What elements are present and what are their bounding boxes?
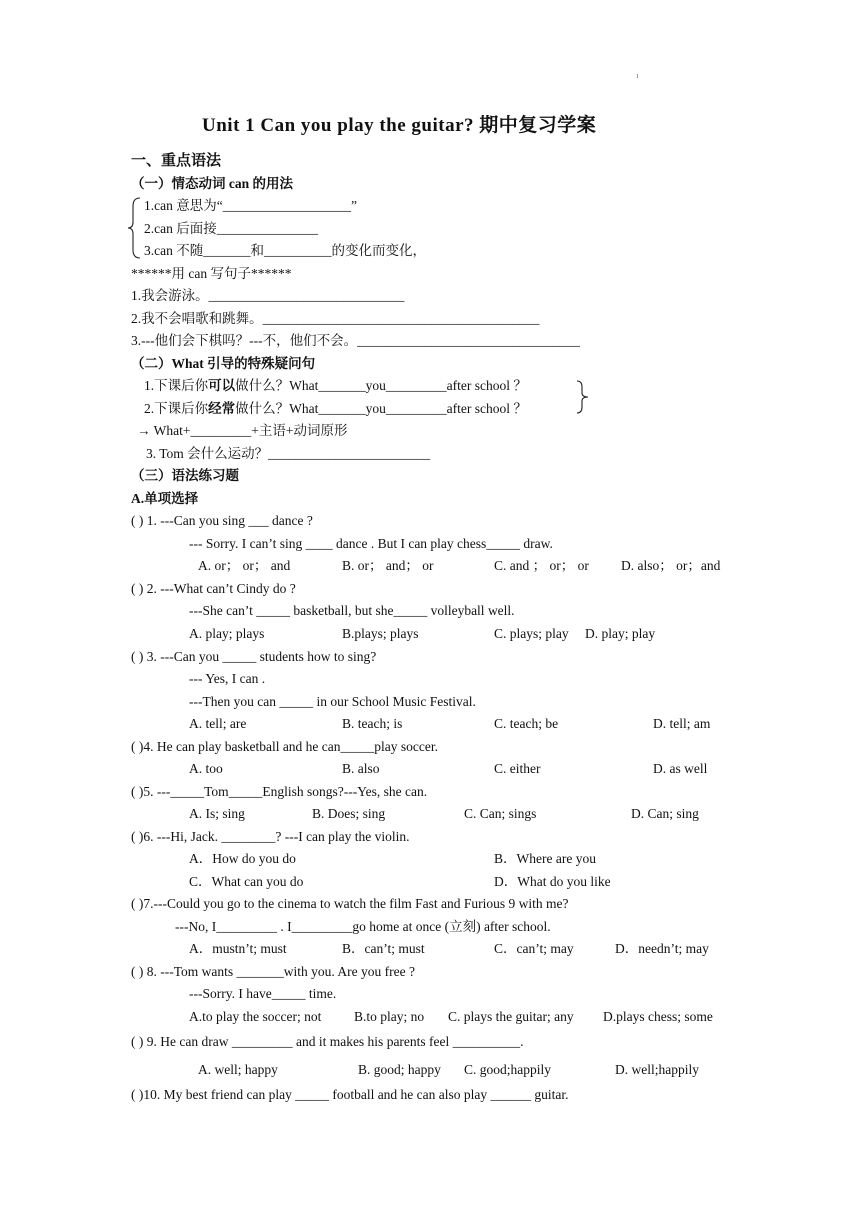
q3-option-d: D. tell; am xyxy=(653,716,711,731)
part3-heading: （三）语法练习题 xyxy=(131,468,239,483)
q1-bold: 可以 xyxy=(208,378,236,393)
q1-option-c: C. and ； or； or xyxy=(494,558,589,573)
question-8-stem: ( ) 8. ---Tom wants _______with you. Are you free ? xyxy=(131,964,415,979)
part2-heading: （二）What 引导的特殊疑问句 xyxy=(131,356,316,371)
q3-option-c: C. teach; be xyxy=(494,716,559,731)
pattern-line xyxy=(137,423,347,439)
q6-option-d: D．What do you like xyxy=(494,874,611,889)
question-2-stem: ( ) 2. ---What can’t Cindy do ? xyxy=(131,581,296,596)
can-item-3: 3.can 不随_______和__________的变化而变化， xyxy=(144,243,426,258)
question-3-line3: ---Then you can _____ in our School Music Festival. xyxy=(189,694,476,709)
arrow-icon: → xyxy=(137,423,151,438)
write-item-2: 2.我不会唱歌和跳舞。_________________________________________ xyxy=(131,311,540,326)
what-question-1 xyxy=(144,378,527,394)
q2-bold: 经常 xyxy=(208,401,236,416)
q6-option-c: C．What can you do xyxy=(189,874,304,889)
q4-option-c: C. either xyxy=(494,761,541,776)
q1-prefix: 1.下课后你 xyxy=(144,378,209,393)
q7-option-a: A．mustn’t; must xyxy=(189,941,287,956)
q9-option-c: C. good;happily xyxy=(464,1062,551,1077)
q4-option-a: A. too xyxy=(189,761,223,776)
write-item-1: 1.我会游泳。_____________________________ xyxy=(131,288,405,303)
can-item-1: 1.can 意思为“___________________” xyxy=(144,198,357,213)
part3-subheading: A.单项选择 xyxy=(131,491,199,506)
q6-option-b: B．Where are you xyxy=(494,851,596,866)
q8-option-b: B.to play; no xyxy=(354,1009,425,1024)
question-6-stem: ( )6. ---Hi, Jack. ________? ---I can play the violin. xyxy=(131,829,410,844)
pattern-text: What+_________+主语+动词原形 xyxy=(153,423,348,438)
question-5-stem: ( )5. ---_____Tom_____English songs?---Yes, she can. xyxy=(131,784,428,799)
q4-option-b: B. also xyxy=(342,761,380,776)
q2-option-b: B.plays; plays xyxy=(342,626,419,641)
question-8-line2: ---Sorry. I have_____ time. xyxy=(189,986,337,1001)
q9-option-a: A. well; happy xyxy=(198,1062,278,1077)
write-heading: ******用 can 写句子****** xyxy=(131,266,292,281)
section-heading: 一、重点语法 xyxy=(131,153,222,169)
question-1-stem: ( ) 1. ---Can you sing ___ dance ? xyxy=(131,513,313,528)
q8-option-d: D.plays chess; some xyxy=(603,1009,713,1024)
what-question-3: 3. Tom 会什么运动？________________________ xyxy=(146,446,431,461)
q2-option-a: A. play; plays xyxy=(189,626,265,641)
q8-option-a: A.to play the soccer; not xyxy=(189,1009,322,1024)
question-1-line2: --- Sorry. I can’t sing ____ dance . But I can play chess_____ draw. xyxy=(189,536,553,551)
q1-option-b: B. or； and； or xyxy=(342,558,434,573)
question-9-stem: ( ) 9. He can draw _________ and it makes his parents feel __________. xyxy=(131,1034,524,1049)
q7-option-b: B．can’t; must xyxy=(342,941,425,956)
question-3-line2: --- Yes, I can . xyxy=(189,671,266,686)
q2-option-c: C. plays; play xyxy=(494,626,569,641)
q1-suffix: 做什么？What_______you_________after school ？ xyxy=(235,378,527,393)
q2-prefix: 2.下课后你 xyxy=(144,401,209,416)
left-brace-icon xyxy=(127,196,141,260)
question-7-line2: ---No, I_________ . I_________go home at once (立刻) after school. xyxy=(175,919,551,934)
question-3-stem: ( ) 3. ---Can you _____ students how to sing? xyxy=(131,649,377,664)
q1-option-d: D. also； or；and xyxy=(621,558,721,573)
q6-option-a: A．How do you do xyxy=(189,851,296,866)
write-item-3: 3.---他们会下棋吗？---不，他们不会。_________________________________ xyxy=(131,333,580,348)
question-7-stem: ( )7.---Could you go to the cinema to watch the film Fast and Furious 9 with me? xyxy=(131,896,569,911)
q7-option-c: C．can’t; may xyxy=(494,941,574,956)
q5-option-a: A. Is; sing xyxy=(189,806,245,821)
q3-option-a: A. tell; are xyxy=(189,716,247,731)
right-brace-icon xyxy=(576,380,590,414)
q1-option-a: A. or； or； and xyxy=(198,558,291,573)
part1-heading: （一）情态动词 can 的用法 xyxy=(131,176,293,191)
page-number: 1 xyxy=(636,74,639,80)
q2-option-d: D. play; play xyxy=(585,626,656,641)
q3-option-b: B. teach; is xyxy=(342,716,403,731)
page-title: Unit 1 Can you play the guitar? 期中复习学案 xyxy=(202,115,597,136)
q7-option-d: D．needn’t; may xyxy=(615,941,709,956)
q8-option-c: C. plays the guitar; any xyxy=(448,1009,574,1024)
q9-option-b: B. good; happy xyxy=(358,1062,441,1077)
question-2-line2: ---She can’t _____ basketball, but she_____ volleyball well. xyxy=(189,603,515,618)
q2-suffix: 做什么？What_______you_________after school ？ xyxy=(235,401,527,416)
q4-option-d: D. as well xyxy=(653,761,708,776)
q9-option-d: D. well;happily xyxy=(615,1062,699,1077)
question-10-stem: ( )10. My best friend can play _____ football and he can also play ______ guitar. xyxy=(131,1087,569,1102)
q5-option-b: B. Does; sing xyxy=(312,806,386,821)
q5-option-c: C. Can; sings xyxy=(464,806,537,821)
question-4-stem: ( )4. He can play basketball and he can_____play soccer. xyxy=(131,739,439,754)
what-question-2 xyxy=(144,401,527,417)
can-item-2: 2.can 后面接_______________ xyxy=(144,221,318,236)
q5-option-d: D. Can; sing xyxy=(631,806,699,821)
